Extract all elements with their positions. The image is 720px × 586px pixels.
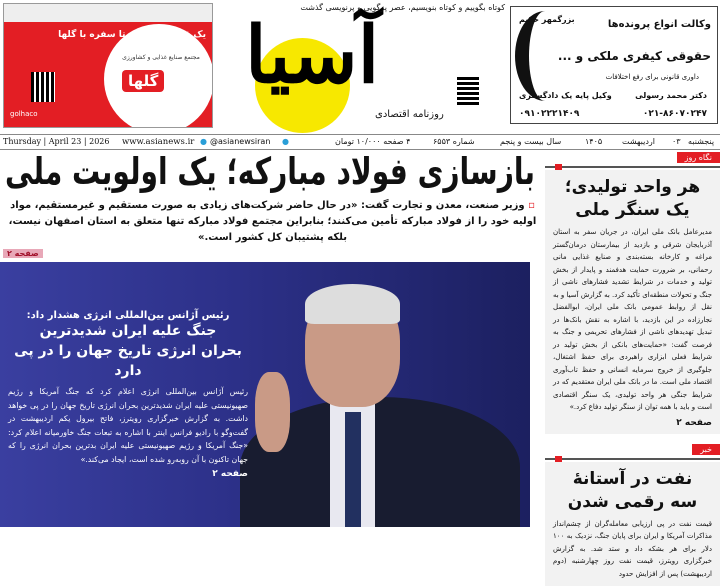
ad-social-handle: golhaco bbox=[10, 110, 38, 118]
lawyer-name: دکتر محمد رسولی bbox=[635, 91, 707, 100]
column-article bbox=[545, 462, 720, 586]
lawyer-title: وکیل پایه یک دادگستری bbox=[519, 91, 612, 100]
page-reference[interactable]: صفحه ۲ bbox=[8, 469, 248, 479]
title-line: نفت در آستانهٔ bbox=[573, 469, 693, 489]
title-line: بحران انرژی تاریخ جهان را در پی دارد bbox=[14, 343, 242, 379]
section-label: نگاه روز bbox=[677, 152, 720, 163]
website-link[interactable]: www.asianews.ir bbox=[122, 137, 194, 147]
photo-story bbox=[8, 310, 248, 479]
photo-figure bbox=[305, 284, 400, 324]
photo-figure bbox=[345, 412, 361, 527]
article-title[interactable] bbox=[553, 468, 712, 514]
social-handle[interactable]: @asianewsiran bbox=[210, 137, 270, 146]
phone-number: ۰۲۱-۸۶۰۷۰۲۴۷ bbox=[643, 109, 707, 119]
verified-icon: ● bbox=[282, 137, 289, 146]
ad-line: وکالت انواع پرونده‌ها bbox=[608, 19, 711, 30]
photo-figure bbox=[255, 372, 290, 452]
masthead-subtitle: روزنامه اقتصادی bbox=[375, 109, 444, 120]
article-body: مدیرعامل بانک ملی ایران، در جریان سفر به استان آذربایجان شرقی و بازدید از بیمارستان درمان‌گستر مراغه و کارخانه بسته‌بندی و صنایع غذایی مانی رحمانی، بر ضرورت حمایت هدفمند و پایدار از بخش تولید و خدمات در شرایط تشدید فشارهای ناشی از جنگ و تحولات منطقه‌ای تأکید کرد. به گزارش آسیا و به نقل از روابط عمومی بانک ملی ایران، ابوالفضل نجارزاده در این بازدید، با اشاره به نقش بانک‌ها در تبدیل تهدیدهای ناشی از فشارهای تحریمی و جنگ به فرصت گفت: «حمایت‌های بانکی از بخش تولید در شرایط فعلی ابزاری راهبردی برای حفظ اشتغال، جلوگیری از خروج سرمایه انسانی و حفظ تاب‌آوری اقتصاد ملی است. ما در بانک ملی ایران معتقدیم که در شرایط جنگی هر واحد تولیدی، یک سنگر اقتصادی است و باید با همه توان از سنگر تولید دفاع کرد.» bbox=[553, 226, 712, 414]
main-headline[interactable]: بازسازی فولاد مبارکه؛ یک اولویت ملی bbox=[5, 150, 535, 194]
ad-line: حقوقی کیفری ملکی و ... bbox=[558, 49, 711, 63]
ad-company-name: مجتمع صنایع غذایی و کشاورزی bbox=[116, 54, 206, 61]
month: اردیبهشت bbox=[622, 137, 655, 146]
advertisement-golha[interactable] bbox=[3, 3, 213, 128]
right-column bbox=[545, 152, 720, 586]
section-divider bbox=[545, 455, 720, 460]
advertisement-lawyer[interactable] bbox=[510, 6, 718, 124]
telegram-icon: ● bbox=[200, 137, 207, 146]
page-reference[interactable]: صفحه ۲ bbox=[553, 418, 712, 428]
title-line: سه رقمی شدن bbox=[568, 492, 697, 512]
firm-name: بزرگمهر حکیم bbox=[519, 15, 575, 24]
date-day: ۰۳ bbox=[672, 137, 681, 146]
masthead-tagline: کوتاه بگوییم و کوتاه بنویسیم، عصر پرگویی و پرنویسی گذشت bbox=[300, 3, 505, 13]
qr-code-icon bbox=[31, 72, 55, 102]
section-label: خبر bbox=[692, 444, 720, 455]
qr-code-icon bbox=[457, 75, 479, 105]
ad-slogan: یک قرن از مزرعه تا سفره با گلها bbox=[58, 30, 206, 40]
ad-brand-logo: گلها bbox=[122, 70, 164, 92]
price: ۴ صفحه ۱۰/۰۰۰ تومان bbox=[335, 137, 410, 146]
date-bar bbox=[0, 134, 720, 150]
english-date: Thursday | April 23 | 2026 bbox=[3, 137, 109, 146]
story-body: رئیس آژانس بین‌المللی انرژی اعلام کرد که جنگ آمریکا و رژیم صهیونیستی علیه ایران شدیدترین بحران انرژی تاریخ جهان را در پی خواهد داشت. به گزارش خبرگزاری رویترز، فاتح بیرول یکم اردیبهشت در گفت‌وگو با رادیو فرانس اینتر با اشاره به تبعات جنگ خاورمیانه اعلام کرد: «جنگ آمریکا و رژیم صهیونیستی علیه ایران بدترین بحران انرژی را که جهان تاکنون با آن روبه‌رو شده است، ایجاد می‌کند.» bbox=[8, 385, 248, 466]
ad-line: داوری قانونی برای رفع اختلافات bbox=[606, 73, 699, 81]
page-reference[interactable]: صفحه ۲ bbox=[3, 249, 43, 258]
title-line: هر واحد تولیدی؛ bbox=[565, 177, 700, 197]
main-lead bbox=[5, 198, 540, 246]
year: ۱۴۰۵ bbox=[585, 137, 602, 146]
story-kicker: رئیس آژانس بین‌المللی انرژی هشدار داد: bbox=[8, 310, 248, 321]
masthead bbox=[235, 3, 505, 131]
article-body: قیمت نفت در پی ارزیابی معامله‌گران از چشم‌انداز مذاکرات آمریکا و ایران برای پایان جنگ، نزدیک به ۱۰۰ دلار برای هر بشکه داد و ستد شد. به گزارش خبرگزاری رویترز، قیمت نفت روز چهارشنبه (دوم اردیبهشت) پس از افزایش حدود bbox=[553, 518, 712, 581]
bullet-icon: ▫ bbox=[525, 200, 535, 211]
main-headline-container bbox=[0, 150, 540, 196]
newspaper-name: آسیا bbox=[245, 17, 379, 95]
ad-decoration bbox=[4, 4, 212, 22]
lead-text: وزیر صنعت، معدن و تجارت گفت: «در حال حاضر شرکت‌های زیادی به صورت مستقیم و غیرمستقیم، مواد اولیه خود را از فولاد مبارکه تأمین می‌کنند؛ بنابراین مجتمع فولاد مبارکه تنها متعلق به استان اصفهان نیست، بلکه پشتیبان کل کشور است.» bbox=[9, 200, 537, 243]
title-line: یک سنگر ملی bbox=[575, 200, 689, 220]
article-title[interactable] bbox=[553, 176, 712, 222]
issue-number: شماره ۶۵۵۳ bbox=[433, 137, 475, 146]
story-title[interactable] bbox=[8, 321, 248, 381]
weekday: پنجشنبه bbox=[688, 137, 714, 146]
section-divider bbox=[545, 163, 720, 168]
title-line: جنگ علیه ایران شدیدترین bbox=[40, 323, 217, 339]
phone-number: ۰۹۱۰۲۲۲۱۴۰۹ bbox=[519, 109, 579, 119]
column-article bbox=[545, 170, 720, 434]
volume: سال بیست و پنجم bbox=[500, 137, 561, 146]
